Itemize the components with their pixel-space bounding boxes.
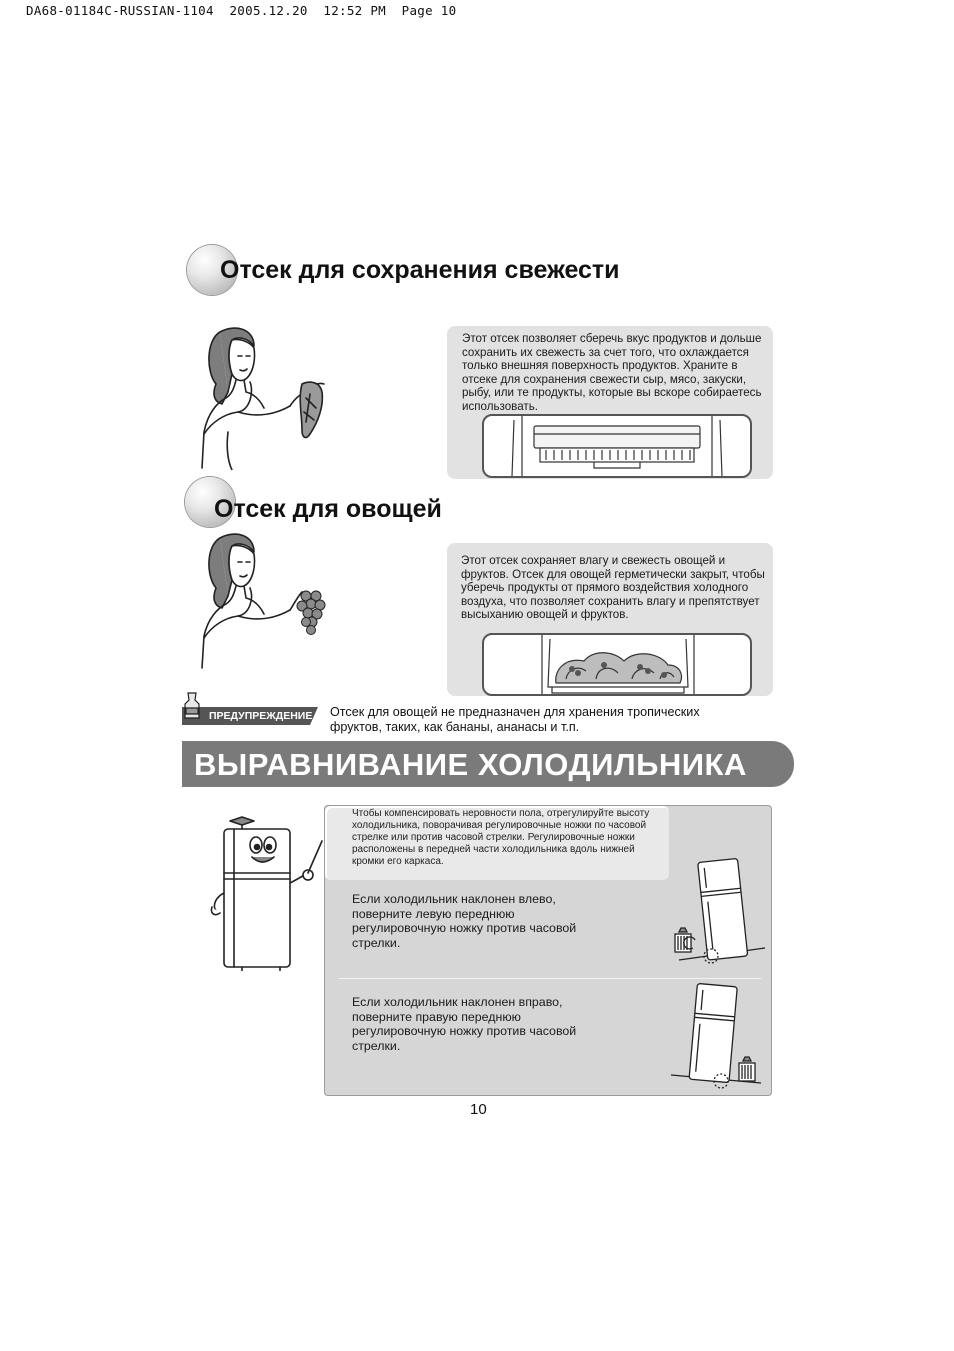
leveling-note-box — [325, 806, 669, 880]
vegetables-title: Отсек для овощей — [214, 495, 442, 523]
tilt-left-instruction: Если холодильник наклонен влево, поверните левую переднюю регулировочную ножку против часовой стрелки. — [352, 892, 577, 950]
warning-badge — [182, 690, 322, 726]
fridge-tilt-right-diagram — [669, 981, 769, 1093]
fridge-tilt-left-diagram — [669, 852, 769, 972]
vegetables-description: Этот отсек сохраняет влагу и свежесть овощей и фруктов. Отсек для овощей герметически закрыт, чтобы уберечь продукты от прямого воздействия холодного воздуха, что позволяет сохранить влагу и препятствует высыханию овощей и фруктов. — [461, 554, 765, 622]
woman-fish-illustration — [198, 322, 330, 470]
print-header: DA68-01184C-RUSSIAN-1104 2005.12.20 12:52 PM Page 10 — [26, 3, 457, 18]
tilt-right-instruction: Если холодильник наклонен вправо, поверните правую переднюю регулировочную ножку против часовой стрелки. — [352, 995, 577, 1053]
leveling-note: Чтобы компенсировать неровности пола, отрегулируйте высоту холодильника, поворачивая регулировочные ножки по часовой стрелке или против часовой стрелки. Регулировочные ножки расположены в передней части холодильника вдоль нижней кромки его каркаса. — [352, 808, 650, 867]
fridge-mascot-illustration — [208, 813, 326, 971]
woman-grapes-illustration — [198, 530, 330, 670]
leveling-banner-title: ВЫРАВНИВАНИЕ ХОЛОДИЛЬНИКА — [194, 747, 747, 782]
freshness-title: Отсек для сохранения свежести — [220, 256, 620, 284]
leveling-panel — [324, 805, 772, 1096]
panel-divider — [339, 978, 761, 979]
page-number: 10 — [470, 1101, 487, 1118]
leveling-banner — [182, 741, 794, 787]
freshness-drawer-inset — [482, 414, 752, 478]
freshness-description: Этот отсек позволяет сберечь вкус продуктов и дольше сохранить их свежесть за счет того, что охлаждается только внешняя поверхность продуктов. Храните в отсеке для сохранения свежести сыр, мясо, закуски, рыбу, или те продукты, которые вы вскоре собираетесь использовать. — [462, 332, 762, 413]
warning-text: Отсек для овощей не предназначен для хранения тропических фруктов, таких, как бананы, ананасы и т.п. — [330, 705, 700, 734]
warning-label: ПРЕДУПРЕЖДЕНИЕ — [209, 710, 313, 722]
vegetables-info-box — [447, 543, 773, 696]
freshness-info-box — [447, 326, 773, 479]
vegetable-drawer-inset — [482, 633, 752, 696]
